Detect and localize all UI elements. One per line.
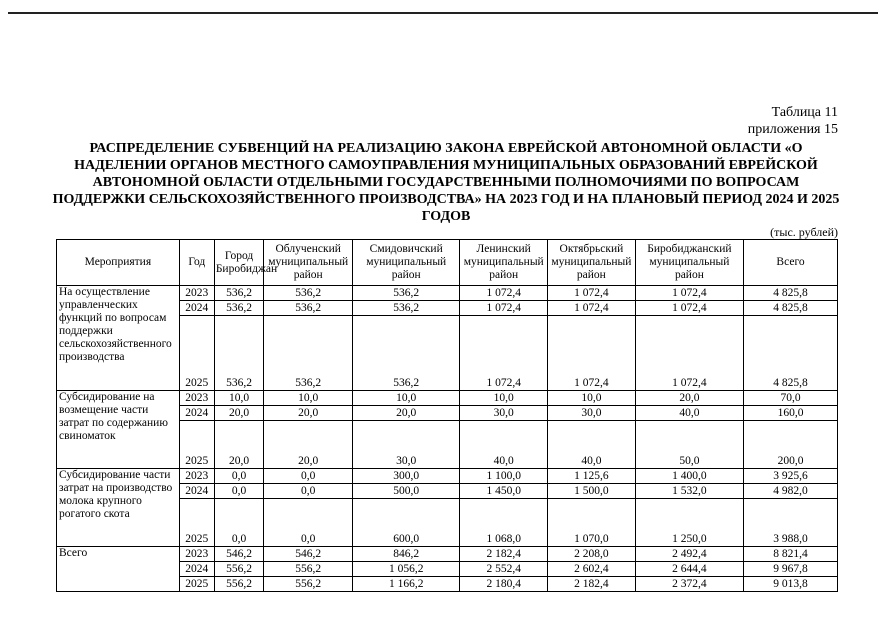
section-label: Субсидирование на возмещение части затрат по содержанию свиноматок: [57, 391, 180, 469]
total-cell: 9 013,8: [744, 577, 838, 592]
value-cell: 10,0: [214, 391, 264, 406]
value-cell: 1 072,4: [548, 301, 636, 316]
total-cell: 3 925,6: [744, 469, 838, 484]
value-cell: 40,0: [460, 421, 548, 469]
year-cell: 2025: [179, 499, 214, 547]
value-cell: 1 500,0: [548, 484, 636, 499]
value-cell: 20,0: [353, 406, 460, 421]
value-cell: 536,2: [353, 316, 460, 391]
year-cell: 2024: [179, 301, 214, 316]
value-cell: 2 180,4: [460, 577, 548, 592]
value-cell: 1 072,4: [635, 301, 743, 316]
header-cell: Облученский муниципальный район: [264, 240, 353, 286]
total-cell: 3 988,0: [744, 499, 838, 547]
value-cell: 40,0: [635, 406, 743, 421]
value-cell: 1 072,4: [460, 301, 548, 316]
value-cell: 2 182,4: [548, 577, 636, 592]
value-cell: 10,0: [353, 391, 460, 406]
value-cell: 556,2: [264, 577, 353, 592]
value-cell: 536,2: [353, 301, 460, 316]
value-cell: 20,0: [214, 406, 264, 421]
value-cell: 500,0: [353, 484, 460, 499]
table-row: [57, 469, 838, 484]
header-cell: Смидовичский муниципальный район: [353, 240, 460, 286]
value-cell: 556,2: [214, 577, 264, 592]
section-label: Всего: [57, 547, 180, 592]
header-cell: Всего: [744, 240, 838, 286]
table-number: Таблица 11: [771, 105, 838, 120]
value-cell: 40,0: [548, 421, 636, 469]
value-cell: 1 400,0: [635, 469, 743, 484]
top-rule: [8, 12, 878, 14]
value-cell: 536,2: [214, 301, 264, 316]
value-cell: 1 250,0: [635, 499, 743, 547]
value-cell: 0,0: [264, 484, 353, 499]
subsidy-table: [56, 239, 838, 592]
value-cell: 50,0: [635, 421, 743, 469]
value-cell: 536,2: [264, 286, 353, 301]
value-cell: 1 072,4: [635, 286, 743, 301]
year-cell: 2023: [179, 469, 214, 484]
total-cell: 8 821,4: [744, 547, 838, 562]
value-cell: 2 552,4: [460, 562, 548, 577]
value-cell: 30,0: [460, 406, 548, 421]
value-cell: 0,0: [214, 484, 264, 499]
value-cell: 0,0: [264, 469, 353, 484]
total-cell: 4 982,0: [744, 484, 838, 499]
value-cell: 1 056,2: [353, 562, 460, 577]
value-cell: 546,2: [264, 547, 353, 562]
value-cell: 1 100,0: [460, 469, 548, 484]
value-cell: 0,0: [264, 499, 353, 547]
year-cell: 2024: [179, 562, 214, 577]
total-cell: 9 967,8: [744, 562, 838, 577]
value-cell: 10,0: [548, 391, 636, 406]
table-row: [57, 547, 838, 562]
header-row: [57, 240, 838, 286]
year-cell: 2025: [179, 421, 214, 469]
header-cell: Биробиджанский муниципальный район: [635, 240, 743, 286]
value-cell: 10,0: [460, 391, 548, 406]
year-cell: 2024: [179, 406, 214, 421]
table-row: [57, 391, 838, 406]
value-cell: 30,0: [548, 406, 636, 421]
header-cell: Октябрьский муниципальный район: [548, 240, 636, 286]
value-cell: 1 125,6: [548, 469, 636, 484]
value-cell: 0,0: [214, 499, 264, 547]
value-cell: 1 068,0: [460, 499, 548, 547]
total-cell: 70,0: [744, 391, 838, 406]
value-cell: 1 166,2: [353, 577, 460, 592]
header-cell: Город Биробиджан: [214, 240, 264, 286]
total-cell: 4 825,8: [744, 301, 838, 316]
value-cell: 556,2: [264, 562, 353, 577]
value-cell: 546,2: [214, 547, 264, 562]
section-label: Субсидирование части затрат на производство молока крупного рогатого скота: [57, 469, 180, 547]
year-cell: 2025: [179, 577, 214, 592]
year-cell: 2023: [179, 391, 214, 406]
value-cell: 20,0: [264, 421, 353, 469]
appendix-number: приложения 15: [747, 122, 838, 137]
value-cell: 600,0: [353, 499, 460, 547]
value-cell: 536,2: [264, 316, 353, 391]
year-cell: 2023: [179, 547, 214, 562]
total-cell: 200,0: [744, 421, 838, 469]
value-cell: 1 072,4: [460, 316, 548, 391]
units-note: (тыс. рублей): [770, 225, 838, 239]
table-row: [57, 286, 838, 301]
value-cell: 2 492,4: [635, 547, 743, 562]
value-cell: 556,2: [214, 562, 264, 577]
year-cell: 2025: [179, 316, 214, 391]
value-cell: 1 072,4: [635, 316, 743, 391]
value-cell: 1 450,0: [460, 484, 548, 499]
header-cell: Ленинский муниципальный район: [460, 240, 548, 286]
value-cell: 20,0: [635, 391, 743, 406]
value-cell: 20,0: [214, 421, 264, 469]
value-cell: 0,0: [214, 469, 264, 484]
total-cell: 4 825,8: [744, 286, 838, 301]
value-cell: 300,0: [353, 469, 460, 484]
section-label: На осуществление управленческих функций по вопросам поддержки сельскохозяйственного производства: [57, 286, 180, 391]
value-cell: 536,2: [264, 301, 353, 316]
value-cell: 1 532,0: [635, 484, 743, 499]
value-cell: 1 072,4: [548, 316, 636, 391]
value-cell: 20,0: [264, 406, 353, 421]
year-cell: 2024: [179, 484, 214, 499]
value-cell: 10,0: [264, 391, 353, 406]
value-cell: 1 070,0: [548, 499, 636, 547]
document-title: РАСПРЕДЕЛЕНИЕ СУБВЕНЦИЙ НА РЕАЛИЗАЦИЮ ЗАКОНА ЕВРЕЙСКОЙ АВТОНОМНОЙ ОБЛАСТИ «О НАДЕЛЕНИИ ОРГАНОВ МЕСТНОГО САМОУПРАВЛЕНИЯ МУНИЦИПАЛЬНЫХ ОБРАЗОВАНИЙ ЕВРЕЙСКОЙ АВТОНОМНОЙ ОБЛАСТИ ОТДЕЛЬНЫМИ ГОСУДАРСТВЕННЫМИ ПОЛНОМОЧИЯМИ ПО ВОПРОСАМ ПОДДЕРЖКИ СЕЛЬСКОХОЗЯЙСТВЕННОГО ПРОИЗВОДСТВА» НА 2023 ГОД И НА ПЛАНОВЫЙ ПЕРИОД 2024 И 2025 ГОДОВ: [52, 141, 840, 224]
value-cell: 2 208,0: [548, 547, 636, 562]
total-cell: 4 825,8: [744, 316, 838, 391]
value-cell: 1 072,4: [460, 286, 548, 301]
value-cell: 536,2: [353, 286, 460, 301]
value-cell: 2 372,4: [635, 577, 743, 592]
value-cell: 536,2: [214, 286, 264, 301]
value-cell: 2 644,4: [635, 562, 743, 577]
value-cell: 2 182,4: [460, 547, 548, 562]
value-cell: 30,0: [353, 421, 460, 469]
value-cell: 536,2: [214, 316, 264, 391]
value-cell: 846,2: [353, 547, 460, 562]
year-cell: 2023: [179, 286, 214, 301]
table-body: [57, 286, 838, 592]
value-cell: 1 072,4: [548, 286, 636, 301]
header-cell: Год: [179, 240, 214, 286]
value-cell: 2 602,4: [548, 562, 636, 577]
header-cell: Мероприятия: [57, 240, 180, 286]
total-cell: 160,0: [744, 406, 838, 421]
